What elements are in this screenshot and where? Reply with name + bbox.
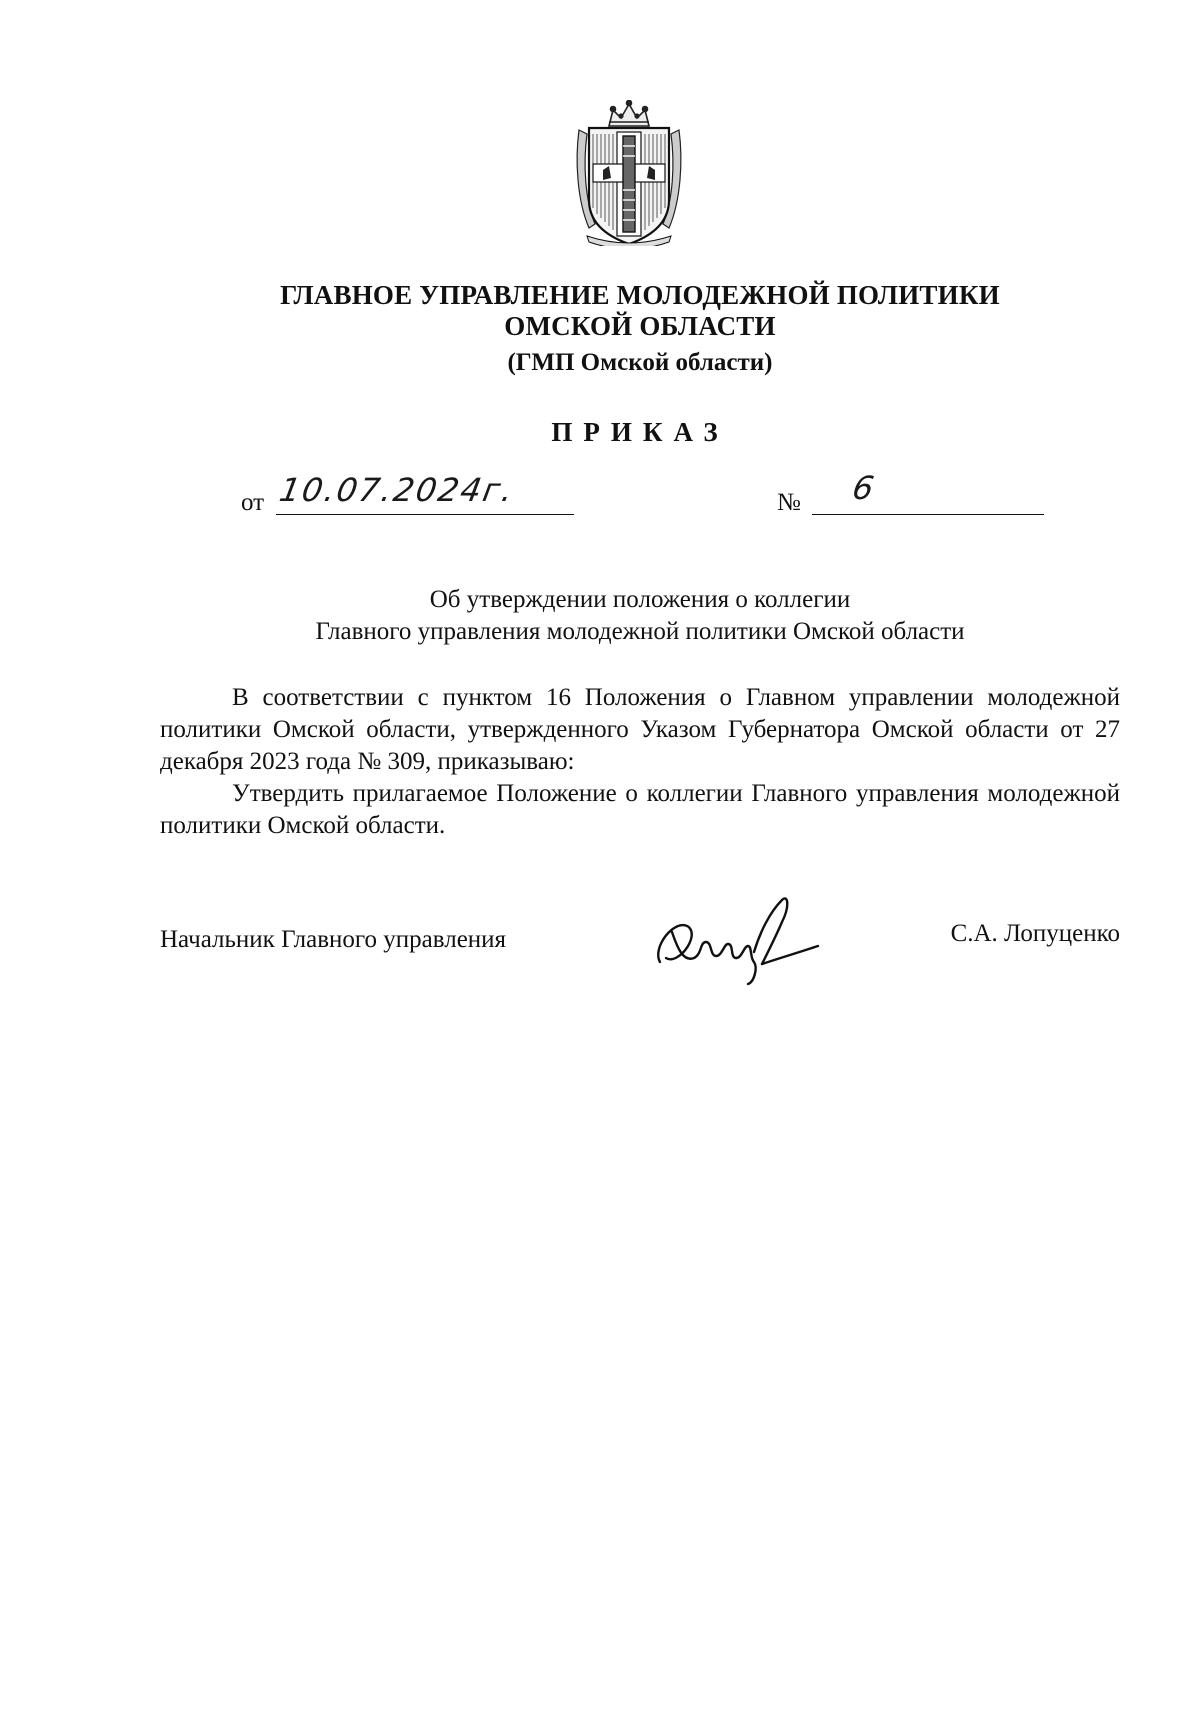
handwritten-number: 6 [849, 469, 877, 507]
handwritten-signature-icon [650, 892, 825, 988]
number-underline [812, 514, 1044, 515]
subject-line2: Главного управления молодежной политики Омской области [315, 618, 965, 645]
document-type-heading: ПРИКАЗ [551, 417, 729, 447]
body-paragraph-2: Утвердить прилагаемое Положение о коллегии Главного управления молодежной политики Омской области. [160, 780, 1120, 839]
organization-short-name: (ГМП Омской области) [507, 349, 773, 376]
coat-of-arms-icon [573, 100, 685, 246]
date-underline [276, 514, 574, 515]
number-label: № [777, 489, 801, 516]
organization-name-line2: ОМСКОЙ ОБЛАСТИ [504, 311, 776, 341]
signer-name: С.А. Лопуценко [950, 920, 1120, 947]
body-paragraph-1: В соответствии с пунктом 16 Положения о Главном управлении молодежной политики Омской области, утвержденного Указом Губернатора Омской области от 27 декабря 2023 года № 309, приказываю: [160, 684, 1120, 775]
date-label: от [241, 489, 265, 516]
signer-position: Начальник Главного управления [160, 926, 507, 953]
subject-line1: Об утверждении положения о коллегии [429, 586, 851, 613]
organization-name-line1: ГЛАВНОЕ УПРАВЛЕНИЕ МОЛОДЕЖНОЙ ПОЛИТИКИ [280, 280, 1000, 310]
handwritten-date: 10.07.2024г. [276, 471, 518, 509]
